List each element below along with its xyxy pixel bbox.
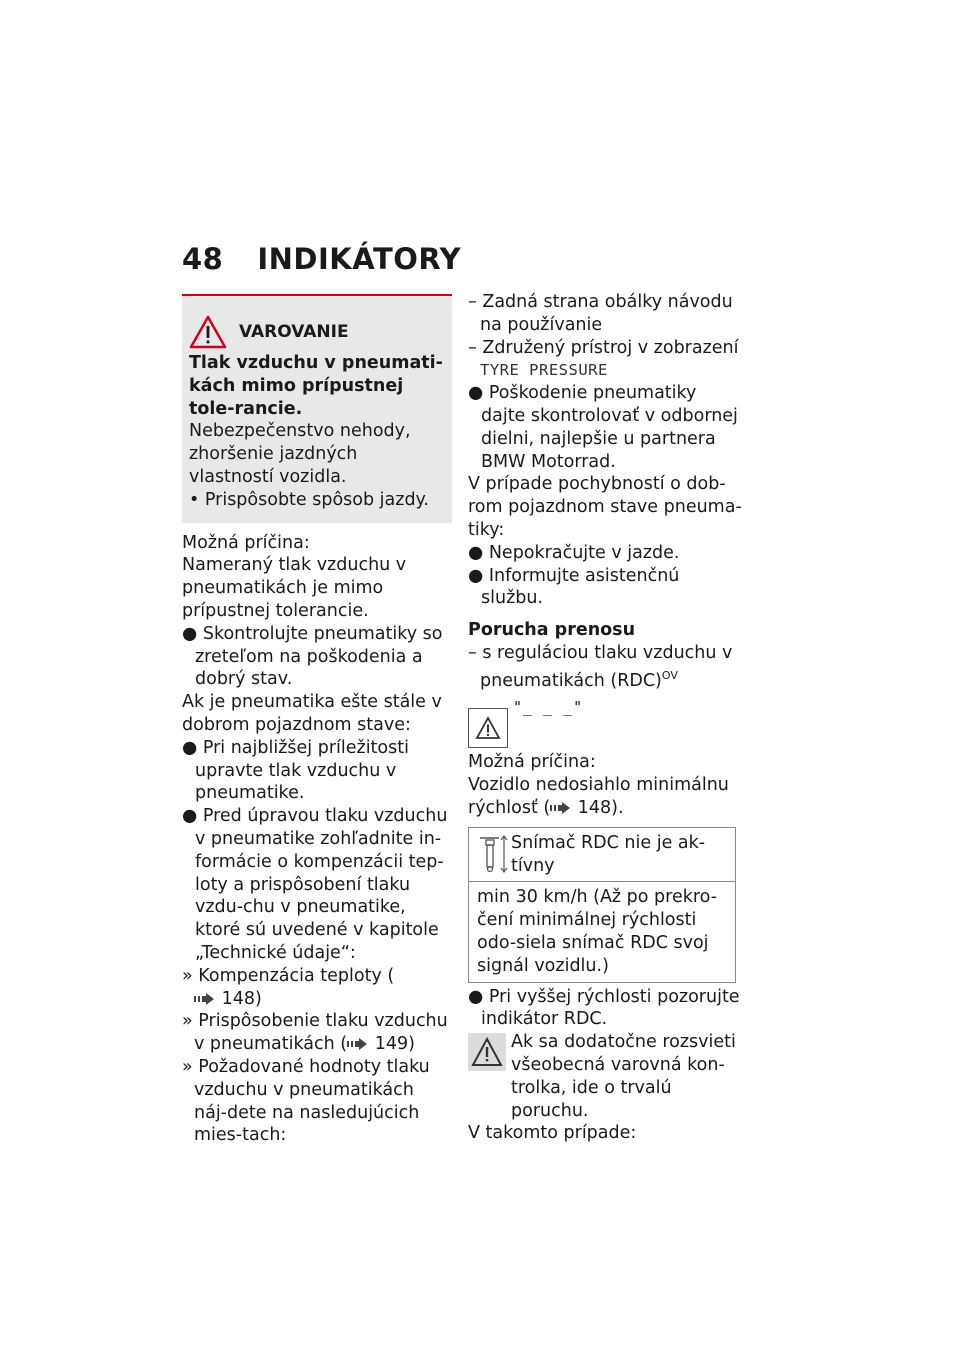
option-superscript: OV xyxy=(661,668,678,682)
section-subtitle: – s reguláciou tlaku vzduchu v pneumatikách (RDC)$^{OV}$ xyxy=(468,642,733,691)
bullet-adjust-pressure: ● Pri najbližšej príležitosti upravte tlak vzduchu v pneumatike. xyxy=(182,737,409,804)
cause-label: Možná príčina: xyxy=(182,532,310,553)
final-text: V takomto prípade: xyxy=(468,1123,637,1144)
warning-triangle-icon xyxy=(475,716,501,740)
bullet-stop-riding: ● Nepokračujte v jazde. xyxy=(468,542,680,563)
warning-bold-text: Tlak vzduchu v pneumati-kách mimo prípustnej tole-rancie. xyxy=(189,353,443,419)
display-text: TYRE PRESSURE xyxy=(480,361,608,380)
display-code: "_ _ _" xyxy=(513,698,584,717)
location-back-cover: – Zadná strana obálky návodu na používanie xyxy=(468,292,733,335)
right-column xyxy=(468,291,743,1145)
warning-label: VAROVANIE xyxy=(239,321,349,342)
page-title: INDIKÁTORY xyxy=(257,242,462,276)
page-number: 48 xyxy=(182,242,224,276)
page-header xyxy=(182,242,461,276)
warning-bullet: • Prispôsobte spôsob jazdy. xyxy=(189,489,429,510)
page-ref-arrow-icon xyxy=(347,1038,369,1050)
warning-lamp-line xyxy=(468,1031,743,1122)
warning-text: Nebezpečenstvo nehody, zhoršenie jazdných vlastností vozidla. xyxy=(189,421,411,487)
warning-box xyxy=(182,294,452,523)
bullet-before-adjust: ● Pred úpravou tlaku vzduchu v pneumatike zohľadnite in-formácie o kompenzácii tep-loty a prispôsobení tlaku vzdu-chu v pneumatike, ktoré sú uvedené v kapitole „Technické údaje“: xyxy=(182,806,448,963)
location-instrument-cluster: – Združený prístroj v zobrazení xyxy=(468,337,739,358)
general-warning-lamp xyxy=(468,1033,506,1071)
bullet-inform-assistance: ● Informujte asistenčnú službu. xyxy=(468,565,680,609)
cause-label-right: Možná príčina: xyxy=(468,752,596,773)
page-ref-arrow-icon xyxy=(194,993,216,1005)
rdc-info-table xyxy=(468,827,736,983)
tyre-sensor-icon xyxy=(477,832,511,876)
ref-pressure-adjustment[interactable]: » Prispôsobenie tlaku vzduchu v pneumatikách ( 149) xyxy=(182,1011,448,1055)
cause-text-right[interactable]: Vozidlo nedosiahlo minimálnu rýchlosť ( 148). xyxy=(468,775,729,818)
warning-lamp-text: Ak sa dodatočne rozsvieti všeobecná varovná kon-trolka, ide o trvalú poruchu. xyxy=(511,1032,736,1121)
bullet-damage-check: ● Poškodenie pneumatiky dajte skontrolovať v odbornej dielni, najlepšie u partnera BMW Motorrad. xyxy=(468,383,738,472)
ref-temperature-compensation[interactable]: » Kompenzácia teploty ( 148) xyxy=(182,965,395,1009)
section-title: Porucha prenosu xyxy=(468,620,636,641)
cause-text: Nameraný tlak vzduchu v pneumatikách je mimo prípustnej tolerancie. xyxy=(182,555,407,621)
condition-text: Ak je pneumatika ešte stále v dobrom pojazdnom stave: xyxy=(182,692,442,735)
page-ref-arrow-icon xyxy=(550,802,572,814)
warning-triangle-icon xyxy=(471,1037,503,1067)
bullet-observe-rdc: ● Pri vyššej rýchlosti pozorujte indikátor RDC. xyxy=(468,986,740,1030)
rdc-min-speed: min 30 km/h (Až po prekro-čení minimálnej rýchlosti odo-siela snímač RDC svoj signál vozidlu.) xyxy=(469,882,736,982)
ref-pressure-values: » Požadované hodnoty tlaku vzduchu v pneumatikách náj-dete na nasledujúcich mies-tach: xyxy=(182,1056,430,1146)
left-column xyxy=(182,294,452,1147)
bullet-check-tyres: ● Skontrolujte pneumatiky so zreteľom na poškodenia a dobrý stav. xyxy=(182,623,443,690)
warning-triangle-icon xyxy=(189,315,227,349)
doubt-text: V prípade pochybností o dob-rom pojazdnom stave pneuma-tiky: xyxy=(468,474,742,540)
warning-header xyxy=(189,312,445,352)
rdc-table-head xyxy=(469,827,736,882)
warning-lamp-box xyxy=(468,708,508,748)
rdc-sensor-status: Snímač RDC nie je ak-tívny xyxy=(511,832,706,876)
code-line xyxy=(468,696,743,751)
